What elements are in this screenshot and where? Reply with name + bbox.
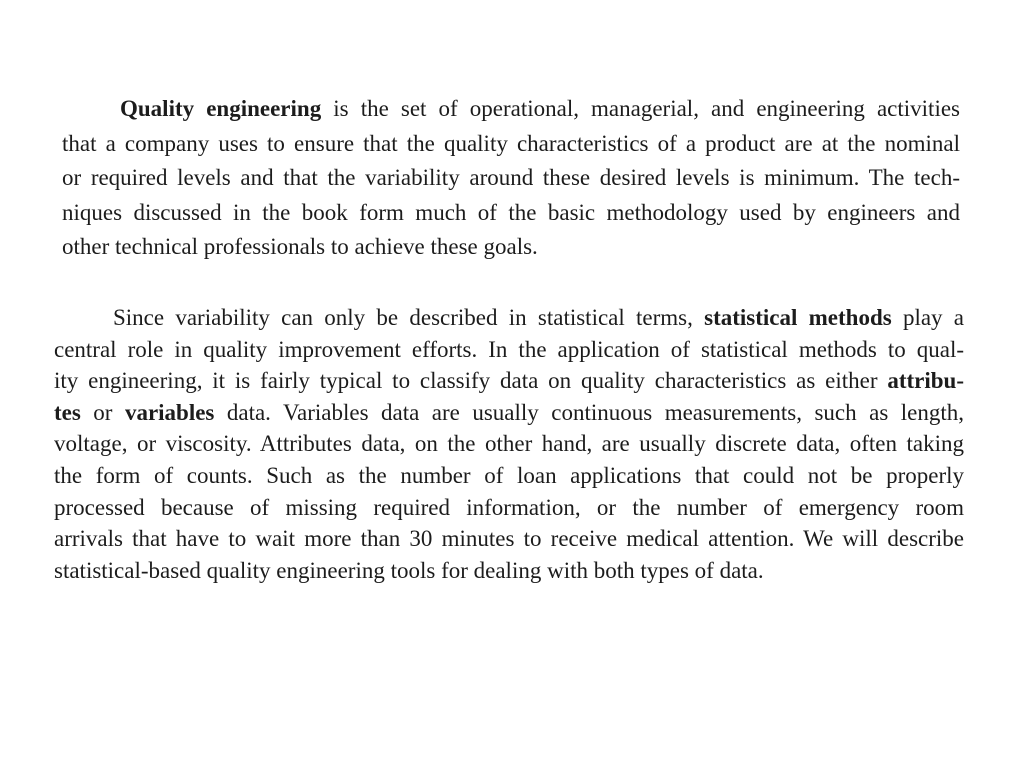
term-attributes-part2: tes	[54, 399, 81, 425]
text-line: or required levels and that the variability around these desired levels is minimum. The tech-	[62, 165, 960, 190]
text-line: the form of counts. Such as the number of loan applications that could not be properly	[54, 462, 964, 488]
text-span: play a	[891, 305, 964, 330]
text-line: voltage, or viscosity. Attributes data, on the other hand, are usually discrete data, often taking	[54, 431, 964, 457]
text-line	[54, 397, 964, 429]
text-span: or	[80, 399, 125, 425]
term-variables: variables	[124, 399, 215, 425]
text-line: niques discussed in the book form much of the basic methodology used by engineers and	[62, 199, 960, 225]
text-line: central role in quality improvement efforts. In the application of statistical methods to qual-	[54, 336, 964, 362]
text-span: Since variability can only be described in statistical terms,	[113, 305, 705, 330]
term-statistical-methods: statistical methods	[704, 305, 892, 330]
text-span: ity engineering, it is fairly typical to classify data on quality characteristics as either	[54, 368, 888, 394]
text-span: data. Variables data are usually continuous measurements, such as length,	[214, 399, 964, 425]
term-quality-engineering: Quality engineering	[120, 96, 322, 121]
text-span: is the set of operational, managerial, and engineering activities	[321, 96, 960, 121]
text-line: other technical professionals to achieve these goals.	[62, 234, 538, 259]
paragraph-statistical-methods	[54, 302, 964, 586]
text-line	[62, 92, 960, 127]
text-line	[54, 365, 964, 397]
text-line: arrivals that have to wait more than 30 minutes to receive medical attention. We will describe	[54, 526, 964, 552]
text-line: that a company uses to ensure that the quality characteristics of a product are at the nominal	[62, 130, 960, 156]
text-line: processed because of missing required information, or the number of emergency room	[54, 494, 964, 520]
text-line	[54, 302, 964, 334]
text-line: statistical-based quality engineering tools for dealing with both types of data.	[54, 557, 764, 583]
term-attributes-part1: attribu-	[887, 368, 964, 394]
paragraph-quality-engineering	[62, 92, 960, 265]
